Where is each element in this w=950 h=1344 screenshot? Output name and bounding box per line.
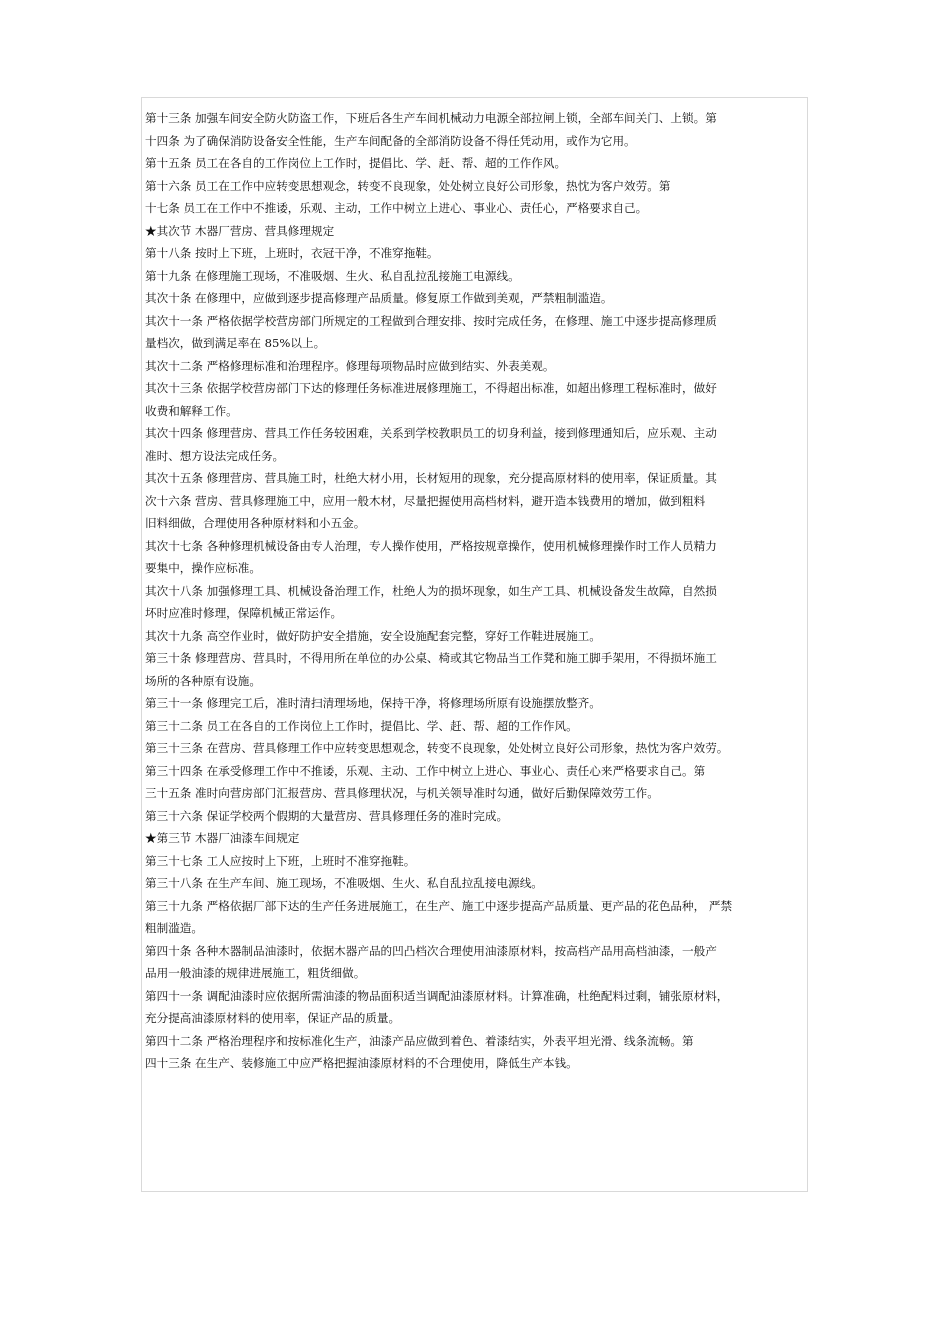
text-line: 其次十九条 高空作业时，做好防护安全措施，安全设施配套完整，穿好工作鞋进展施工。 — [145, 628, 601, 643]
text-line: 第三十七条 工人应按时上下班，上班时不准穿拖鞋。 — [145, 853, 416, 868]
text-line: 充分提高油漆原材料的使用率，保证产品的质量。 — [145, 1011, 401, 1025]
text-line: 第十九条 在修理施工现场，不准吸烟、生火、私自乱拉乱接施工电源线。 — [145, 268, 520, 283]
text-line: 十四条 为了确保消防设备安全性能，生产车间配备的全部消防设备不得任凭动用，或作为它用。 — [145, 133, 636, 148]
document-body — [145, 107, 813, 1075]
text-line: 十七条 员工在工作中不推诿，乐观、主动，工作中树立上进心、事业心、责任心，严格要求自己。 — [145, 201, 648, 215]
text-line: 第四十二条 严格治理程序和按标准化生产，油漆产品应做到着色、着漆结实，外表平坦光滑、线条流畅。第 — [145, 1033, 694, 1048]
text-line: 第三十九条 严格依据厂部下达的生产任务进展施工，在生产、施工中逐步提高产品质量、更产品的花色品种， 严禁 — [145, 898, 733, 913]
text-line: 其次十三条 依据学校营房部门下达的修理任务标准进展修理施工，不得超出标准，如超出修理工程标准时，做好 — [145, 381, 717, 395]
text-line: 第三十六条 保证学校两个假期的大量营房、营具修理任务的准时完成。 — [145, 808, 509, 823]
text-line: 四十三条 在生产、装修施工中应严格把握油漆原材料的不合理使用，降低生产本钱。 — [145, 1056, 578, 1070]
section-heading: ★第三节 木器厂油漆车间规定 — [145, 831, 300, 845]
text-line: 场所的各种原有设施。 — [145, 673, 261, 688]
text-line: 第三十三条 在营房、营具修理工作中应转变思想观念，转变不良现象，处处树立良好公司形象，热忱为客户效劳。 — [145, 741, 729, 755]
text-line: 第四十条 各种木器制品油漆时，依据木器产品的凹凸档次合理使用油漆原材料，按高档产品用高档油漆，一般产 — [145, 943, 717, 958]
text-line: 准时、想方设法完成任务。 — [145, 448, 285, 463]
text-line: 收费和解释工作。 — [145, 403, 238, 418]
text-line: 粗制滥造。 — [145, 921, 203, 935]
text-line: 三十五条 准时向营房部门汇报营房、营具修理状况，与机关领导准时勾通，做好后勤保障效劳工作。 — [145, 786, 659, 800]
text-line: 其次十七条 各种修理机械设备由专人治理，专人操作使用，严格按规章操作，使用机械修理操作时工作人员精力 — [145, 538, 717, 553]
text-line: 其次十二条 严格修理标准和治理程序。修理每项物品时应做到结实、外表美观。 — [145, 358, 555, 373]
text-line: 第十五条 员工在各自的工作岗位上工作时，提倡比、学、赶、帮、超的工作作风。 — [145, 156, 567, 170]
text-line: 坏时应准时修理，保障机械正常运作。 — [145, 606, 343, 620]
text-line: 量档次，做到满足率在 85%以上。 — [145, 336, 326, 350]
text-line: 次十六条 营房、营具修理施工中，应用一般木材，尽量把握使用高档材料，避开造本钱费用的增加，做到粗料 — [145, 493, 706, 508]
text-line: 第四十一条 调配油漆时应依据所需油漆的物品面积适当调配油漆原材料。计算准确，杜绝配料过剩，铺张原材料， — [145, 988, 729, 1003]
text-line: 第三十一条 修理完工后，准时清扫清理场地，保持干净，将修理场所原有设施摆放整齐。 — [145, 696, 601, 710]
text-line: 要集中，操作应标准。 — [145, 561, 261, 575]
text-line: 第三十八条 在生产车间、施工现场，不准吸烟、生火、私自乱拉乱接电源线。 — [145, 876, 543, 890]
text-line: 其次十一条 严格依据学校营房部门所规定的工程做到合理安排、按时完成任务，在修理、施工中逐步提高修理质 — [145, 313, 717, 328]
text-line: 第十八条 按时上下班，上班时，衣冠干净，不准穿拖鞋。 — [145, 246, 439, 260]
text-line: 品用一般油漆的规律进展施工，粗货细做。 — [145, 966, 366, 980]
text-line: 第十六条 员工在工作中应转变思想观念，转变不良现象，处处树立良好公司形象，热忱为客户效劳。第 — [145, 178, 671, 193]
text-line: 旧料细做，合理使用各种原材料和小五金。 — [145, 516, 366, 530]
section-heading: ★其次节 木器厂营房、营具修理规定 — [145, 223, 335, 238]
text-line: 第三十四条 在承受修理工作中不推诿，乐观、主动、工作中树立上进心、事业心、责任心来严格要求自己。第 — [145, 763, 706, 778]
text-line: 其次十四条 修理营房、营具工作任务较困难，关系到学校教职员工的切身利益，接到修理通知后，应乐观、主动 — [145, 426, 717, 440]
text-line: 第三十二条 员工在各自的工作岗位上工作时，提倡比、学、赶、帮、超的工作作风。 — [145, 718, 578, 733]
text-line: 其次十条 在修理中，应做到逐步提高修理产品质量。修复原工作做到美观，严禁粗制滥造。 — [145, 291, 613, 305]
text-line: 其次十五条 修理营房、营具施工时，杜绝大材小用，长材短用的现象，充分提高原材料的使用率，保证质量。其 — [145, 471, 717, 485]
text-line: 其次十八条 加强修理工具、机械设备治理工作，杜绝人为的损坏现象，如生产工具、机械设备发生故障，自然损 — [145, 583, 717, 598]
text-line: 第三十条 修理营房、营具时，不得用所在单位的办公桌、椅或其它物品当工作凳和施工脚手架用，不得损坏施工 — [145, 651, 717, 665]
text-line: 第十三条 加强车间安全防火防盗工作，下班后各生产车间机械动力电源全部拉闸上锁，全部车间关门、上锁。第 — [145, 111, 717, 125]
